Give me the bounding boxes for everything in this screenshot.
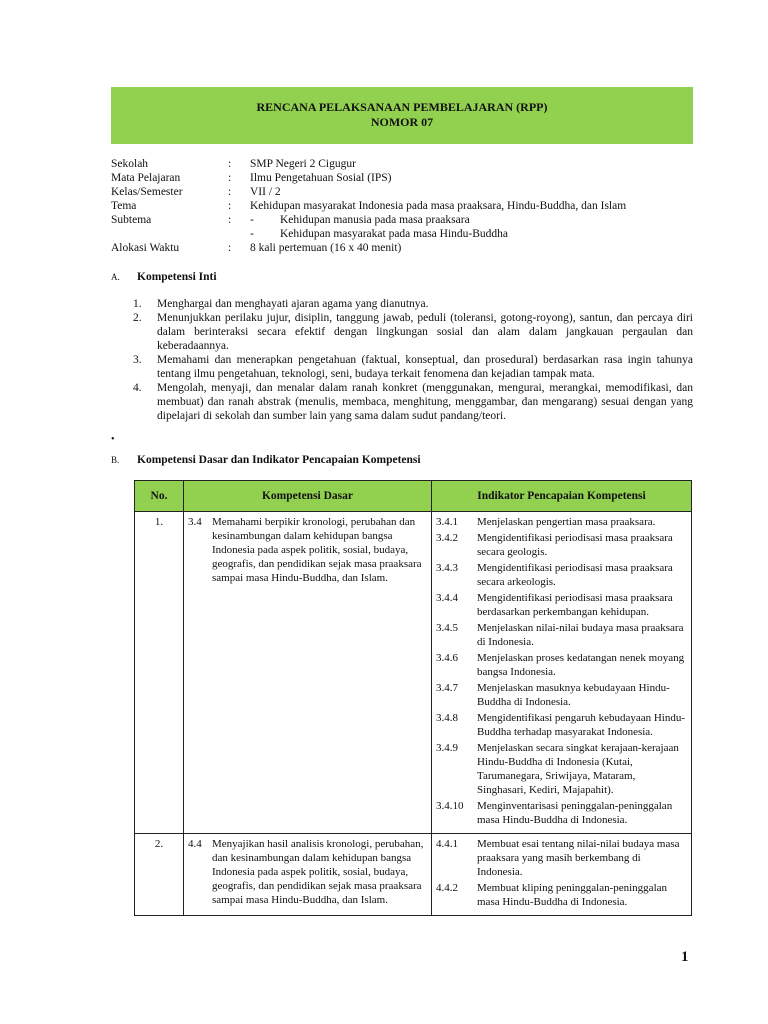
subtema-dash: - — [250, 214, 254, 226]
subtema-item: Kehidupan masyarakat pada masa Hindu-Buddha — [280, 228, 509, 240]
indicator-code: 3.4.7 — [436, 682, 458, 694]
info-separator: : — [228, 242, 232, 254]
kd-text: Menyajikan hasil analisis kronologi, perubahan, dan kesinambungan dalam kehidupan bangsa Indonesia pada aspek politik, sosial, budaya, geografis, dan pendidikan sejak masa praaksara sampai masa Hindu-Buddha, dan Islam. — [212, 838, 424, 906]
item-text: Memahami dan menerapkan pengetahuan (faktual, konseptual, dan prosedural) berdasarkan rasa ingin tahunya tentang ilmu pengetahuan, teknologi, seni, budaya terkait fenomena dan kejadian tampak mata. — [157, 354, 693, 380]
section-title: Kompetensi Inti — [137, 271, 217, 283]
info-row-kelas-semester — [111, 185, 701, 199]
document-number: NOMOR 07 — [370, 115, 434, 129]
item-number: 4. — [133, 382, 142, 394]
bullet-icon: • — [111, 434, 115, 445]
indicator-text: Membuat esai tentang nilai-nilai budaya masa praaksara yang masih berkembang di Indonesia. — [477, 838, 680, 878]
table-row — [135, 512, 692, 834]
list-item — [133, 381, 693, 423]
section-title: Kompetensi Dasar dan Indikator Pencapaian Kompetensi — [137, 454, 421, 466]
indicator-item — [436, 591, 687, 619]
item-text: Mengolah, menyaji, dan menalar dalam ranah konkret (menggunakan, mengurai, merangkai, memodifikasi, dan membuat) dan ranah abstrak (menulis, membaca, menghitung, menggambar, dan mengarang) sesuai dengan yang dipelajari di sekolah dan sumber lain yang sama dalam sudut pandang/teori. — [157, 382, 693, 422]
indicator-text: Menjelaskan pengertian masa praaksara. — [477, 516, 656, 528]
item-text: Menghargai dan menghayati ajaran agama yang dianutnya. — [157, 298, 429, 310]
indicator-item — [436, 531, 687, 559]
indicator-item — [436, 681, 687, 709]
indicator-item — [436, 881, 687, 909]
info-value: Ilmu Pengetahuan Sosial (IPS) — [250, 172, 392, 184]
info-separator: : — [228, 158, 232, 170]
document-title-box — [111, 87, 693, 144]
document-title: RENCANA PELAKSANAAN PEMBELAJARAN (RPP) — [256, 100, 548, 114]
column-header-indikator: Indikator Pencapaian Kompetensi — [432, 481, 692, 512]
list-item — [133, 353, 693, 381]
indicator-item — [436, 741, 687, 797]
info-label: Tema — [111, 200, 137, 212]
indicator-code: 3.4.5 — [436, 622, 458, 634]
section-letter: A. — [111, 272, 120, 282]
info-value: SMP Negeri 2 Cigugur — [250, 158, 356, 170]
table-header-row — [135, 481, 692, 512]
item-number: 2. — [133, 312, 142, 324]
indicator-item — [436, 799, 687, 827]
item-number: 1. — [133, 298, 142, 310]
kd-entry — [188, 837, 427, 907]
info-row-subtema-2 — [111, 227, 701, 241]
indicator-text: Menjelaskan nilai-nilai budaya masa praaksara di Indonesia. — [477, 622, 684, 648]
indicator-item — [436, 711, 687, 739]
row-number: 2. — [135, 834, 184, 916]
indicator-code: 3.4.3 — [436, 562, 458, 574]
info-separator: : — [228, 200, 232, 212]
indicator-item — [436, 515, 687, 529]
indicator-text: Mengidentifikasi periodisasi masa praaksara secara geologis. — [477, 532, 673, 558]
indicator-item — [436, 561, 687, 589]
info-row-tema — [111, 199, 701, 213]
subtema-dash: - — [250, 228, 254, 240]
column-header-no: No. — [135, 481, 184, 512]
list-item — [133, 297, 693, 311]
indicator-text: Mengidentifikasi periodisasi masa praaksara secara arkeologis. — [477, 562, 673, 588]
indicator-code: 3.4.9 — [436, 742, 458, 754]
table-row — [135, 834, 692, 916]
indicator-text: Menjelaskan secara singkat kerajaan-kerajaan Hindu-Buddha di Indonesia (Kutai, Tarumanegara, Sriwijaya, Mataram, Singhasari, Kediri, Majapahit). — [477, 742, 679, 796]
section-letter: B. — [111, 455, 120, 465]
indicator-code: 4.4.1 — [436, 838, 458, 850]
indicator-item — [436, 651, 687, 679]
competency-table — [134, 480, 692, 916]
info-separator: : — [228, 186, 232, 198]
kd-text: Memahami berpikir kronologi, perubahan dan kesinambungan dalam kehidupan bangsa Indonesia pada aspek politik, sosial, budaya, geografis, dan pendidikan sejak masa praaksara sampai masa Hindu-Buddha, dan Islam. — [212, 516, 422, 584]
kd-code: 3.4 — [188, 516, 202, 528]
info-row-subtema — [111, 213, 701, 227]
indicator-text: Mengidentifikasi pengaruh kebudayaan Hindu-Buddha terhadap masyarakat Indonesia. — [477, 712, 686, 738]
kd-code: 4.4 — [188, 838, 202, 850]
indicator-code: 3.4.2 — [436, 532, 458, 544]
indicator-item — [436, 837, 687, 879]
indicator-text: Mengidentifikasi periodisasi masa praaksara berdasarkan perkembangan kehidupan. — [477, 592, 673, 618]
indicator-cell — [432, 834, 692, 916]
indicator-text: Menginventarisasi peninggalan-peninggalan masa Hindu-Buddha di Indonesia. — [477, 800, 673, 826]
identity-info — [111, 157, 701, 255]
indicator-code: 3.4.10 — [436, 800, 464, 812]
info-row-alokasi-waktu — [111, 241, 701, 255]
info-separator: : — [228, 172, 232, 184]
info-label: Subtema — [111, 214, 152, 226]
item-text: Menunjukkan perilaku jujur, disiplin, tanggung jawab, peduli (toleransi, gotong-royong), santun, dan percaya diri dalam berinteraksi secara efektif dengan lingkungan sosial dan alam dalam jangkauan pergaulan dan keberadaannya. — [157, 312, 693, 352]
kd-cell — [184, 512, 432, 834]
page-number: 1 — [681, 949, 689, 965]
kd-cell — [184, 834, 432, 916]
indicator-text: Membuat kliping peninggalan-peninggalan masa Hindu-Buddha di Indonesia. — [477, 882, 668, 908]
info-label: Alokasi Waktu — [111, 242, 180, 254]
indicator-text: Menjelaskan masuknya kebudayaan Hindu-Buddha di Indonesia. — [477, 682, 670, 708]
item-number: 3. — [133, 354, 142, 366]
list-item — [133, 311, 693, 353]
info-row-mata-pelajaran — [111, 171, 701, 185]
indicator-code: 3.4.4 — [436, 592, 458, 604]
info-label: Sekolah — [111, 158, 149, 170]
subtema-item: Kehidupan manusia pada masa praaksara — [280, 214, 470, 226]
indicator-code: 3.4.8 — [436, 712, 458, 724]
indicator-cell — [432, 512, 692, 834]
kompetensi-inti-list — [133, 297, 693, 423]
info-separator: : — [228, 214, 232, 226]
indicator-code: 4.4.2 — [436, 882, 458, 894]
info-value: Kehidupan masyarakat Indonesia pada masa praaksara, Hindu-Buddha, dan Islam — [250, 200, 627, 212]
indicator-code: 3.4.6 — [436, 652, 458, 664]
info-label: Mata Pelajaran — [111, 172, 181, 184]
row-number: 1. — [135, 512, 184, 834]
indicator-item — [436, 621, 687, 649]
info-value: VII / 2 — [250, 186, 281, 198]
indicator-text: Menjelaskan proses kedatangan nenek moyang bangsa Indonesia. — [477, 652, 685, 678]
info-value: 8 kali pertemuan (16 x 40 menit) — [250, 242, 402, 254]
indicator-code: 3.4.1 — [436, 516, 458, 528]
kd-entry — [188, 515, 427, 585]
info-row-sekolah — [111, 157, 701, 171]
info-label: Kelas/Semester — [111, 186, 183, 198]
column-header-kompetensi-dasar: Kompetensi Dasar — [184, 481, 432, 512]
